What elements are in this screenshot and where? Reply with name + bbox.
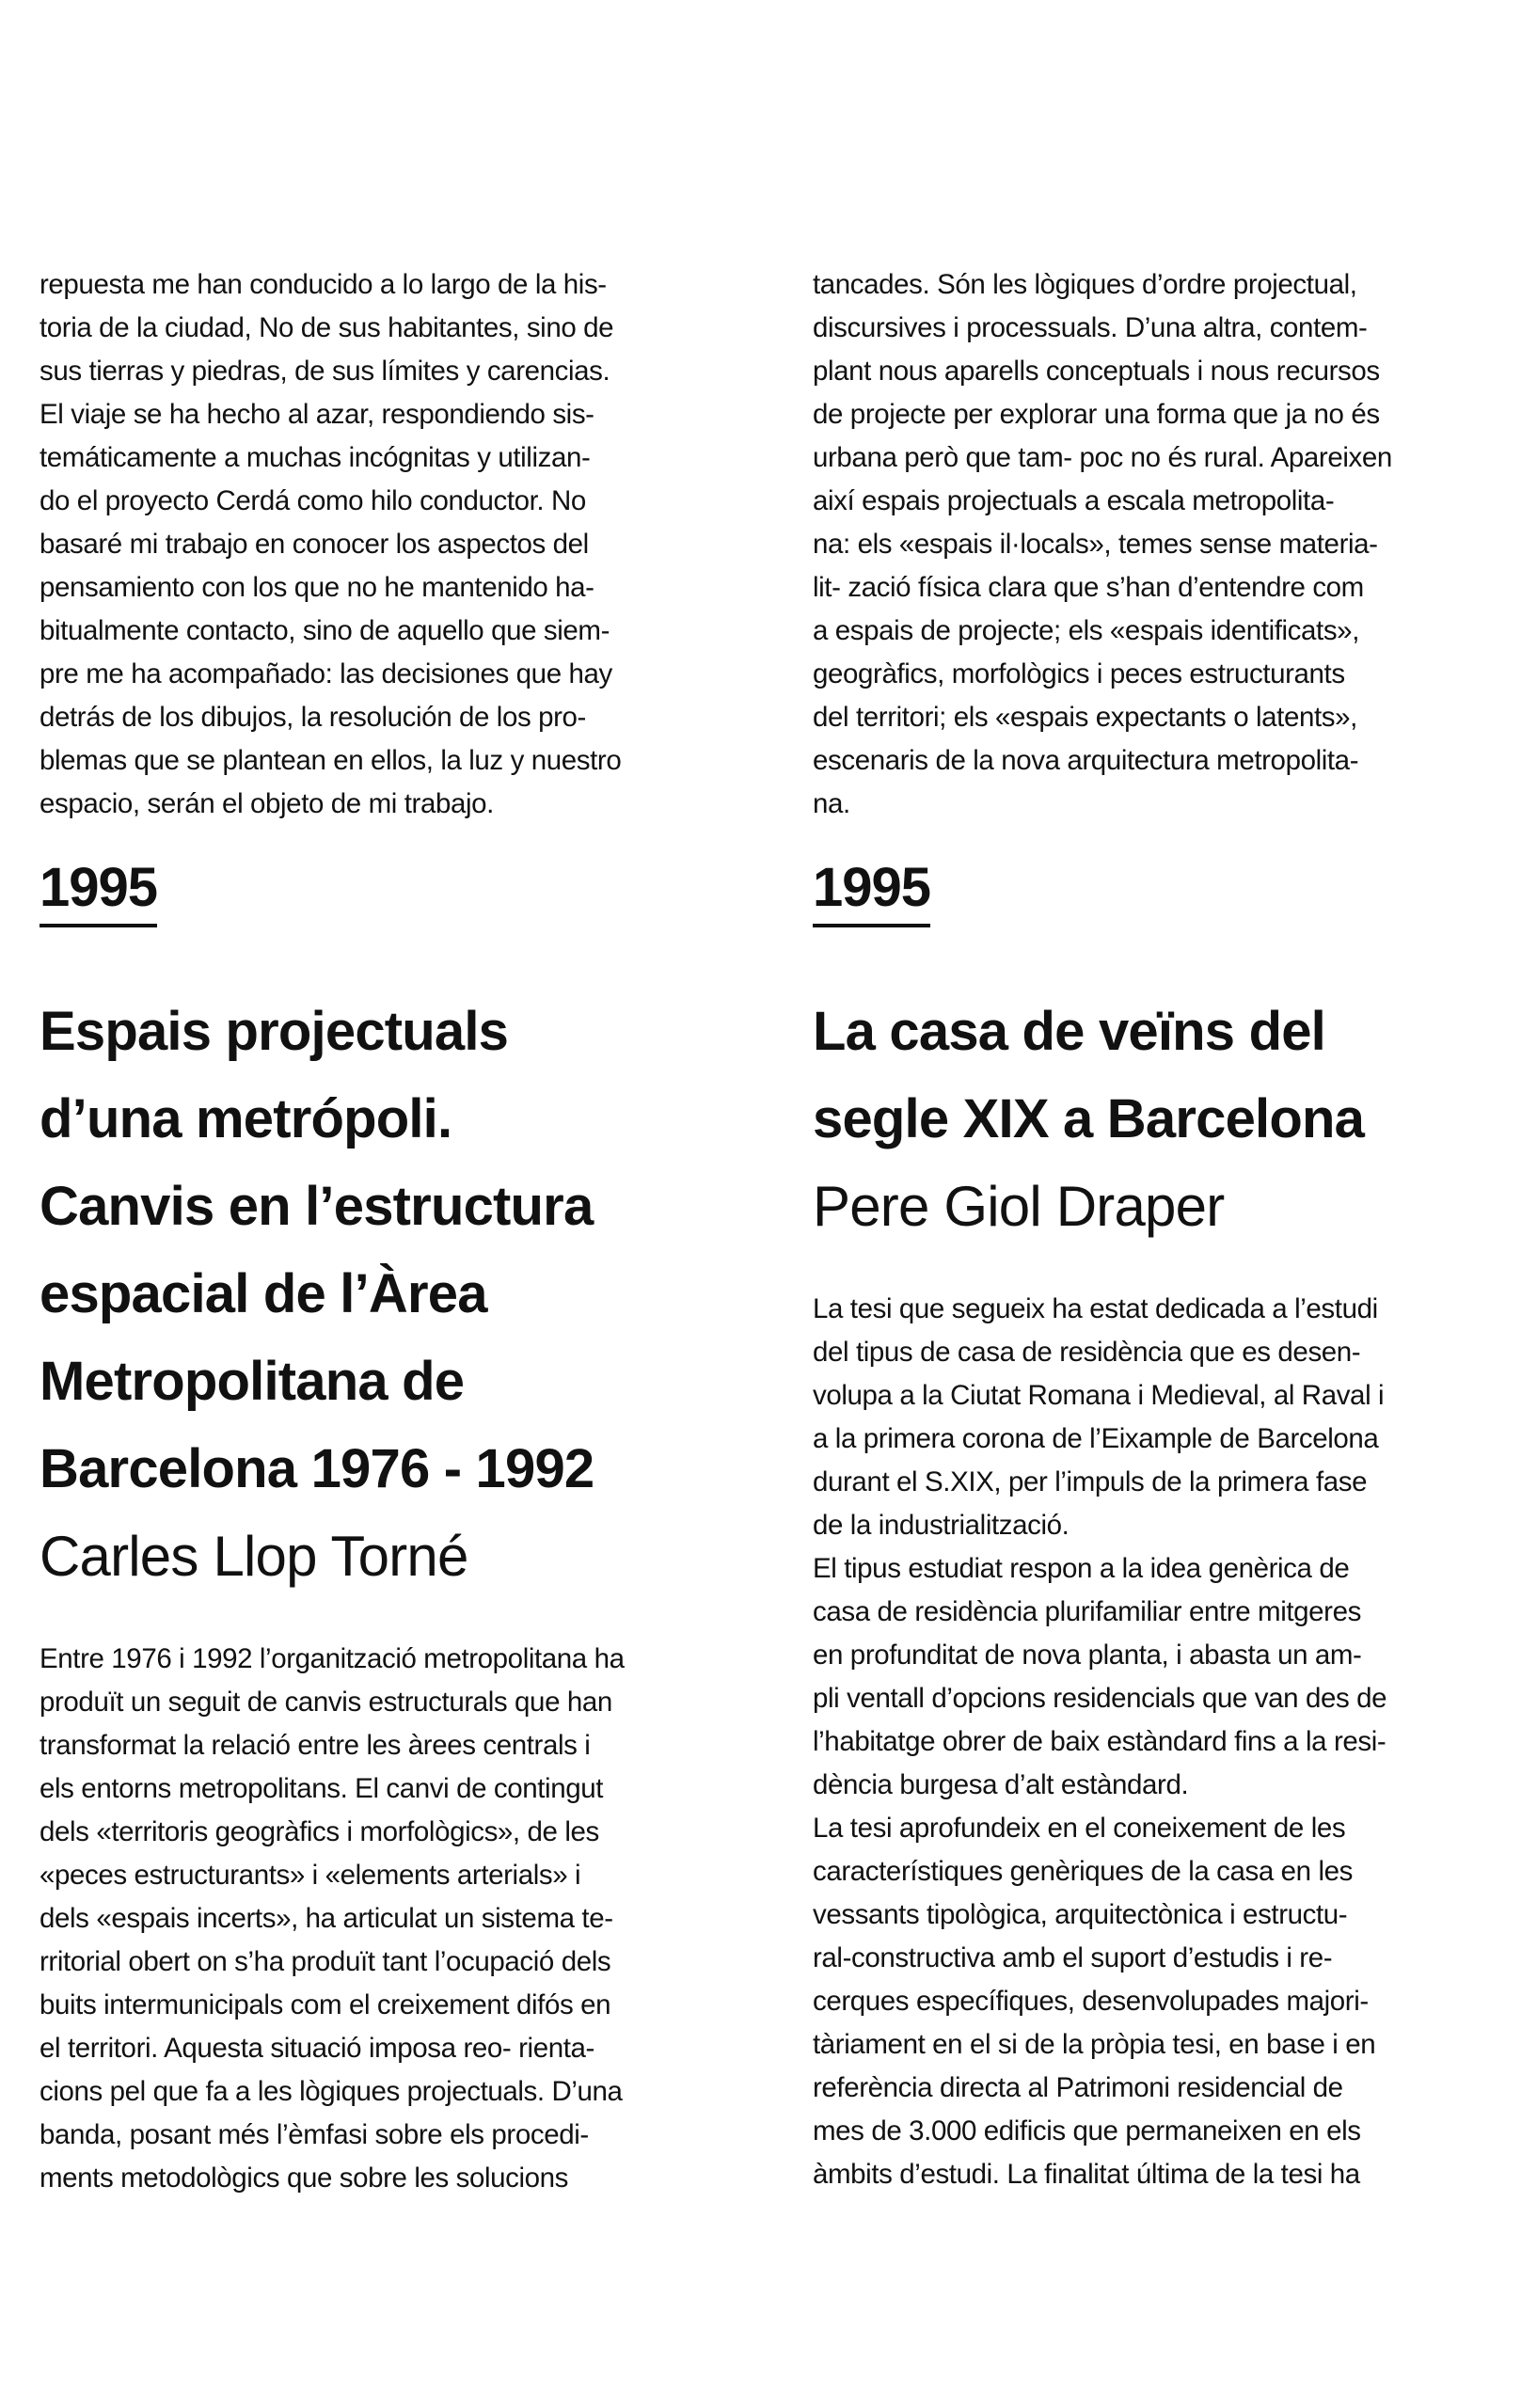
year-heading [813, 857, 931, 927]
title-line: Canvis en l’estructura [40, 1176, 594, 1237]
text-line: produït un seguit de canvis estructurals que han [40, 1687, 612, 1718]
text-line: ments metodològics que sobre les solucions [40, 2162, 569, 2194]
continued-text [40, 263, 736, 826]
text-line: blemas que se plantean en ellos, la luz y nuestro [40, 745, 622, 776]
text-line: na: els «espais il·locals», temes sense materia- [813, 529, 1378, 560]
year-label: 1995 [813, 860, 930, 927]
text-line: cions pel que fa a les lògiques projectuals. D’una [40, 2076, 623, 2107]
text-line: referència directa al Patrimoni residencial de [813, 2072, 1343, 2103]
text-line: del tipus de casa de residència que es desen- [813, 1337, 1361, 1368]
text-line: característiques genèriques de la casa en les [813, 1856, 1353, 1887]
title-line: La casa de veïns del [813, 1001, 1325, 1062]
text-line: temáticamente a muchas incógnitas y utilizan- [40, 442, 591, 473]
text-line: dència burgesa d’alt estàndard. [813, 1769, 1189, 1800]
text-line: La tesi que segueix ha estat dedicada a l’estudi [813, 1293, 1378, 1324]
text-line: casa de residència plurifamiliar entre mitgeres [813, 1596, 1361, 1627]
text-line: cerques específiques, desenvolupades majori- [813, 1986, 1369, 2017]
text-line: toria de la ciudad, No de sus habitantes, sino de [40, 312, 614, 343]
title-line: Metropolitana de [40, 1351, 465, 1412]
text-line: lit- zació física clara que s’han d’entendre com [813, 572, 1364, 603]
text-line: Entre 1976 i 1992 l’organització metropolitana ha [40, 1643, 625, 1674]
text-line: plant nous aparells conceptuals i nous recursos [813, 356, 1380, 387]
text-line: discursives i processuals. D’una altra, contem- [813, 312, 1368, 343]
text-line: rritorial obert on s’ha produït tant l’ocupació dels [40, 1946, 611, 1977]
year-heading [40, 857, 158, 927]
text-line: escenaris de la nova arquitectura metropolita- [813, 745, 1359, 776]
continued-text [813, 263, 1509, 826]
text-line: així espais projectuals a escala metropolita- [813, 485, 1335, 516]
text-line: en profunditat de nova planta, i abasta un am- [813, 1640, 1362, 1671]
thesis-author: Carles Llop Torné [40, 1525, 468, 1588]
text-line: detrás de los dibujos, la resolución de los pro- [40, 702, 586, 733]
text-line: els entorns metropolitans. El canvi de contingut [40, 1773, 604, 1804]
text-line: dels «espais incerts», ha articulat un sistema te- [40, 1903, 613, 1934]
text-line: a espais de projecte; els «espais identificats», [813, 615, 1359, 646]
text-line: na. [813, 788, 850, 819]
title-line: d’una metrópoli. [40, 1088, 452, 1149]
text-line: buits intermunicipals com el creixement difós en [40, 1989, 611, 2020]
text-line: tancades. Són les lògiques d’ordre projectual, [813, 269, 1357, 300]
text-line: volupa a la Ciutat Romana i Medieval, al Raval i [813, 1380, 1385, 1411]
thesis-abstract [40, 1638, 736, 2200]
thesis-title [813, 988, 1509, 1163]
text-line: banda, posant més l’èmfasi sobre els procedi- [40, 2119, 589, 2150]
text-line: ral-constructiva amb el suport d’estudis i re- [813, 1942, 1333, 1973]
text-line: La tesi aprofundeix en el coneixement de les [813, 1813, 1346, 1844]
text-line: vessants tipològica, arquitectònica i estructu- [813, 1899, 1348, 1930]
text-line: espacio, serán el objeto de mi trabajo. [40, 788, 494, 819]
text-line: do el proyecto Cerdá como hilo conductor. No [40, 485, 586, 516]
text-line: mes de 3.000 edificis que permaneixen en els [813, 2115, 1361, 2147]
text-line: urbana però que tam- poc no és rural. Apareixen [813, 442, 1392, 473]
text-line: àmbits d’estudi. La finalitat última de la tesi ha [813, 2159, 1360, 2190]
text-line: l’habitatge obrer de baix estàndard fins a la resi- [813, 1726, 1386, 1757]
thesis-author: Pere Giol Draper [813, 1175, 1225, 1238]
text-line: basaré mi trabajo en conocer los aspectos del [40, 529, 589, 560]
title-line: Barcelona 1976 - 1992 [40, 1438, 594, 1499]
text-line: tàriament en el si de la pròpia tesi, en base i en [813, 2029, 1376, 2060]
text-line: pensamiento con los que no he mantenido ha- [40, 572, 594, 603]
text-line: El viaje se ha hecho al azar, respondiendo sis- [40, 399, 594, 430]
thesis-title [40, 988, 736, 1513]
text-line: bitualmente contacto, sino de aquello que siem- [40, 615, 610, 646]
title-line: Espais projectuals [40, 1001, 509, 1062]
right-column [813, 263, 1509, 2196]
text-line: «peces estructurants» i «elements arterials» i [40, 1860, 581, 1891]
title-line: espacial de l’Àrea [40, 1263, 487, 1324]
text-line: el territori. Aquesta situació imposa reo- rienta- [40, 2033, 594, 2064]
text-line: geogràfics, morfològics i peces estructurants [813, 658, 1345, 689]
text-line: El tipus estudiat respon a la idea genèrica de [813, 1553, 1350, 1584]
text-line: durant el S.XIX, per l’impuls de la primera fase [813, 1466, 1368, 1497]
text-line: pli ventall d’opcions residencials que van des de [813, 1683, 1387, 1714]
text-line: de projecte per explorar una forma que ja no és [813, 399, 1380, 430]
text-line: a la primera corona de l’Eixample de Barcelona [813, 1423, 1379, 1454]
text-line: pre me ha acompañado: las decisiones que hay [40, 658, 612, 689]
text-line: sus tierras y piedras, de sus límites y carencias. [40, 356, 610, 387]
text-line: del territori; els «espais expectants o latents», [813, 702, 1357, 733]
text-line: dels «territoris geogràfics i morfològics», de les [40, 1816, 599, 1847]
text-line: de la industrialització. [813, 1510, 1070, 1541]
text-line: transformat la relació entre les àrees centrals i [40, 1730, 591, 1761]
title-line: segle XIX a Barcelona [813, 1088, 1365, 1149]
year-label: 1995 [40, 860, 157, 927]
thesis-abstract [813, 1288, 1509, 2196]
text-line: repuesta me han conducido a lo largo de la his- [40, 269, 607, 300]
left-column [40, 263, 736, 2200]
